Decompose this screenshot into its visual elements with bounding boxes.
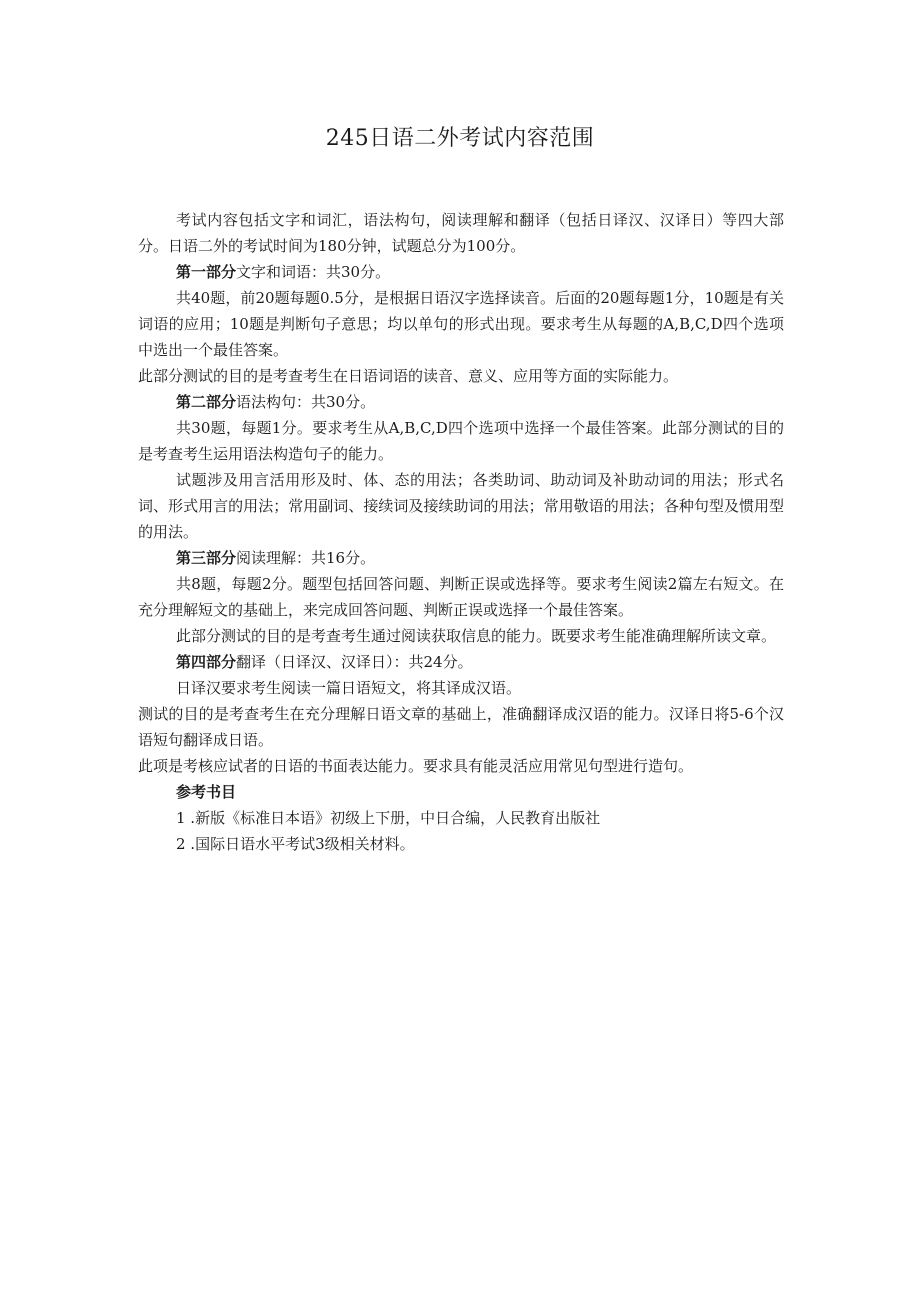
part2-paragraph-2: 试题涉及用言活用形及时、体、态的用法；各类助词、助动词及补助动词的用法；形式名词、形式用言的用法；常用副词、接续词及接续助词的用法；常用敬语的用法；各种句型及惯用型的用法。: [138, 471, 784, 541]
part2-paragraph-1: 共30题，每题1分。要求考生从A,B,C,D四个选项中选择一个最佳答案。此部分测试的目的是考查考生运用语法构造句子的能力。: [138, 419, 784, 463]
document-body: [138, 207, 784, 857]
part3-heading: 第三部分: [176, 549, 237, 567]
references-heading: 参考书目: [176, 783, 237, 801]
part1-paragraph-2: 此部分测试的目的是考查考生在日语词语的读音、意义、应用等方面的实际能力。: [138, 367, 679, 385]
part1-heading-rest: 文字和词语：共30分。: [236, 263, 391, 281]
part2-heading: 第二部分: [176, 393, 237, 411]
part4-paragraph-3: 此项是考核应试者的日语的书面表达能力。要求具有能灵活应用常见句型进行造句。: [138, 757, 694, 775]
part1-heading-line: [138, 259, 784, 285]
part3-heading-line: [138, 545, 784, 571]
part3-paragraph-2: 此部分测试的目的是考查考生通过阅读获取信息的能力。既要求考生能准确理解所读文章。: [176, 627, 777, 645]
part4-heading-rest: 翻译（日译汉、汉译日）：共24分。: [236, 653, 473, 671]
reference-item: 1 .新版《标准日本语》初级上下册，中日合编，人民教育出版社: [176, 809, 601, 827]
intro-paragraph: 考试内容包括文字和词汇，语法构句，阅读理解和翻译（包括日译汉、汉译日）等四大部分。日语二外的考试时间为180分钟，试题总分为100分。: [138, 211, 784, 255]
part4-heading: 第四部分: [176, 653, 237, 671]
part3-paragraph-1: 共8题，每题2分。题型包括回答问题、判断正误或选择等。要求考生阅读2篇左右短文。在充分理解短文的基础上，来完成回答问题、判断正误或选择一个最佳答案。: [138, 575, 784, 619]
part4-paragraph-2: 测试的目的是考查考生在充分理解日语文章的基础上，准确翻译成汉语的能力。汉译日将5-6个汉语短句翻译成日语。: [138, 705, 784, 749]
part2-heading-line: [138, 389, 784, 415]
part3-heading-rest: 阅读理解：共16分。: [236, 549, 376, 567]
part2-heading-rest: 语法构句：共30分。: [236, 393, 376, 411]
part4-paragraph-1: 日译汉要求考生阅读一篇日语短文，将其译成汉语。: [176, 679, 522, 697]
page-title: 245日语二外考试内容范围: [325, 126, 595, 151]
reference-item: 2 .国际日语水平考试3级相关材料。: [176, 835, 415, 853]
part4-heading-line: [138, 649, 784, 675]
part1-heading: 第一部分: [176, 263, 237, 281]
part1-paragraph-1: 共40题，前20题每题0.5分，是根据日语汉字选择读音。后面的20题每题1分，10题是有关词语的应用；10题是判断句子意思；均以单句的形式出现。要求考生从每题的A,B,C,D四个选项中选出一个最佳答案。: [138, 289, 784, 359]
